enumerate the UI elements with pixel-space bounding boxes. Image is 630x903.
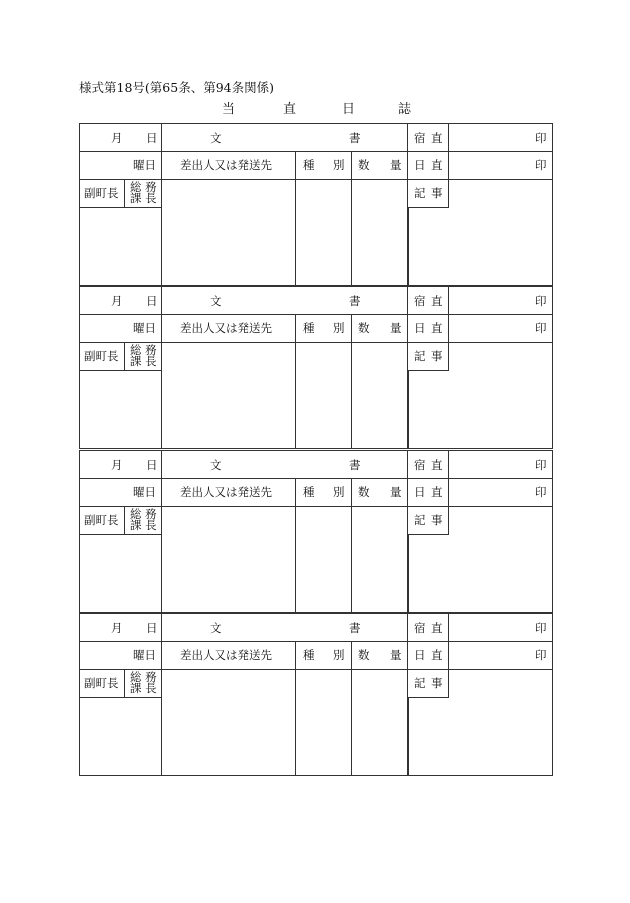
deputy-mayor-label: 副町長 [84,349,119,363]
day-duty-label-right: 直 [431,158,443,172]
general-affairs-label-bottom: 課 長 [130,518,157,532]
quantity-entry[interactable] [352,343,408,449]
duty-log-block-1 [79,123,553,286]
kind-entry[interactable] [296,343,352,449]
sender-entry[interactable] [162,343,296,449]
weekday-cell[interactable] [79,642,162,670]
overnight-duty-seal-cell[interactable] [449,613,553,642]
kind-label-left: 種 [303,648,315,662]
quantity-label-right: 量 [390,485,402,499]
notes-label-right: 事 [431,186,443,200]
overnight-duty-label-cell [408,613,449,642]
day-duty-label-cell [408,479,449,507]
general-affairs-label-bottom: 課 長 [130,191,157,205]
kind-label-left: 種 [303,321,315,335]
general-affairs-label-top: 総 務 [130,507,157,521]
day-duty-label-right: 直 [431,321,443,335]
month-label: 月 [111,131,123,145]
title-char-1: 当 [222,102,236,117]
month-label: 月 [111,621,123,635]
duty-log-block-3 [79,450,553,613]
day-label: 日 [146,621,158,635]
day-duty-label-left: 日 [414,485,426,499]
notes-entry-top[interactable] [449,670,553,698]
document-label-left: 文 [210,458,222,472]
seal-label: 印 [535,485,547,499]
kind-entry[interactable] [296,180,352,286]
overnight-label-right: 直 [431,621,443,635]
title-char-3: 日 [342,102,356,117]
overnight-duty-label-cell [408,123,449,152]
day-duty-seal-cell[interactable] [449,152,553,180]
quantity-label-left: 数 [358,321,370,335]
notes-label-left: 記 [414,513,426,527]
overnight-label-left: 宿 [414,131,426,145]
form-label: 様式第18号(第65条、第94条関係) [79,80,274,95]
day-label: 日 [146,458,158,472]
kind-header-cell [296,642,352,670]
quantity-label-left: 数 [358,158,370,172]
kind-label-left: 種 [303,485,315,499]
notes-entry[interactable] [408,208,553,286]
deputy-mayor-label: 副町長 [84,513,119,527]
date-cell[interactable] [79,613,162,642]
day-duty-label-cell [408,152,449,180]
notes-label-cell [408,670,449,698]
seal-label: 印 [535,131,547,145]
date-cell[interactable] [79,123,162,152]
quantity-header-cell [352,152,408,180]
sender-header-cell [162,642,296,670]
deputy-mayor-cell [79,670,125,698]
approval-stamp-area[interactable] [79,535,162,613]
kind-label-right: 別 [333,485,345,499]
general-affairs-chief-cell [125,343,162,371]
quantity-header-cell [352,642,408,670]
sender-header-cell [162,479,296,507]
sender-label: 差出人又は発送先 [180,485,272,499]
weekday-label: 曜日 [133,158,156,172]
sender-header-cell [162,315,296,343]
sender-label: 差出人又は発送先 [180,321,272,335]
sender-entry[interactable] [162,507,296,613]
general-affairs-chief-cell [125,670,162,698]
notes-label-cell [408,507,449,535]
document-header-cell [162,286,408,315]
document-label-right: 書 [349,294,361,308]
kind-label-right: 別 [333,158,345,172]
quantity-entry[interactable] [352,670,408,776]
quantity-entry[interactable] [352,180,408,286]
day-duty-label-cell [408,642,449,670]
seal-label: 印 [535,321,547,335]
document-label-left: 文 [210,621,222,635]
kind-header-cell [296,152,352,180]
deputy-mayor-cell [79,180,125,208]
kind-label-right: 別 [333,648,345,662]
notes-entry-top[interactable] [449,507,553,535]
quantity-label-right: 量 [390,158,402,172]
day-duty-seal-cell[interactable] [449,479,553,507]
quantity-header-cell [352,315,408,343]
weekday-label: 曜日 [133,321,156,335]
day-label: 日 [146,294,158,308]
notes-label-right: 事 [431,349,443,363]
quantity-label-left: 数 [358,485,370,499]
weekday-label: 曜日 [133,648,156,662]
deputy-mayor-label: 副町長 [84,676,119,690]
weekday-label: 曜日 [133,485,156,499]
approval-stamp-area[interactable] [79,208,162,286]
kind-label-right: 別 [333,321,345,335]
approval-stamp-area[interactable] [79,698,162,776]
document-header-cell [162,613,408,642]
general-affairs-chief-cell [125,180,162,208]
title-char-2: 直 [283,102,297,117]
notes-entry-top[interactable] [449,343,553,371]
kind-label-left: 種 [303,158,315,172]
overnight-duty-seal-cell[interactable] [449,286,553,315]
overnight-duty-seal-cell[interactable] [449,123,553,152]
quantity-label-left: 数 [358,648,370,662]
general-affairs-label-bottom: 課 長 [130,354,157,368]
deputy-mayor-cell [79,507,125,535]
quantity-header-cell [352,479,408,507]
day-duty-label-right: 直 [431,648,443,662]
seal-label: 印 [535,621,547,635]
notes-entry[interactable] [408,371,553,449]
deputy-mayor-cell [79,343,125,371]
kind-header-cell [296,315,352,343]
overnight-duty-seal-cell[interactable] [449,450,553,479]
general-affairs-label-bottom: 課 長 [130,681,157,695]
day-duty-label-left: 日 [414,648,426,662]
document-label-left: 文 [210,294,222,308]
date-cell[interactable] [79,286,162,315]
seal-label: 印 [535,648,547,662]
day-duty-seal-cell[interactable] [449,315,553,343]
overnight-label-right: 直 [431,458,443,472]
kind-header-cell [296,479,352,507]
document-label-left: 文 [210,131,222,145]
month-label: 月 [111,294,123,308]
deputy-mayor-label: 副町長 [84,186,119,200]
notes-label-left: 記 [414,186,426,200]
notes-label-cell [408,180,449,208]
document-header-cell [162,450,408,479]
quantity-label-right: 量 [390,321,402,335]
title-char-4: 誌 [398,102,412,117]
general-affairs-label-top: 総 務 [130,343,157,357]
document-label-right: 書 [349,621,361,635]
month-label: 月 [111,458,123,472]
weekday-cell[interactable] [79,479,162,507]
date-cell[interactable] [79,450,162,479]
day-duty-label-left: 日 [414,158,426,172]
overnight-label-left: 宿 [414,458,426,472]
kind-entry[interactable] [296,670,352,776]
notes-label-right: 事 [431,676,443,690]
general-affairs-chief-cell [125,507,162,535]
duty-log-block-2 [79,286,553,449]
overnight-duty-label-cell [408,450,449,479]
overnight-label-left: 宿 [414,294,426,308]
sender-label: 差出人又は発送先 [180,158,272,172]
approval-stamp-area[interactable] [79,371,162,449]
notes-label-left: 記 [414,349,426,363]
overnight-label-right: 直 [431,294,443,308]
weekday-cell[interactable] [79,152,162,180]
sender-label: 差出人又は発送先 [180,648,272,662]
day-label: 日 [146,131,158,145]
document-label-right: 書 [349,131,361,145]
sender-header-cell [162,152,296,180]
overnight-duty-label-cell [408,286,449,315]
duty-log-block-4 [79,613,553,776]
notes-label-left: 記 [414,676,426,690]
document-label-right: 書 [349,458,361,472]
seal-label: 印 [535,158,547,172]
notes-entry[interactable] [408,698,553,776]
notes-label-cell [408,343,449,371]
notes-entry[interactable] [408,535,553,613]
general-affairs-label-top: 総 務 [130,670,157,684]
seal-label: 印 [535,294,547,308]
overnight-label-left: 宿 [414,621,426,635]
quantity-label-right: 量 [390,648,402,662]
document-header-cell [162,123,408,152]
day-duty-label-cell [408,315,449,343]
day-duty-label-left: 日 [414,321,426,335]
seal-label: 印 [535,458,547,472]
day-duty-label-right: 直 [431,485,443,499]
day-duty-seal-cell[interactable] [449,642,553,670]
sender-entry[interactable] [162,670,296,776]
weekday-cell[interactable] [79,315,162,343]
notes-label-right: 事 [431,513,443,527]
kind-entry[interactable] [296,507,352,613]
quantity-entry[interactable] [352,507,408,613]
sender-entry[interactable] [162,180,296,286]
notes-entry-top[interactable] [449,180,553,208]
general-affairs-label-top: 総 務 [130,180,157,194]
overnight-label-right: 直 [431,131,443,145]
